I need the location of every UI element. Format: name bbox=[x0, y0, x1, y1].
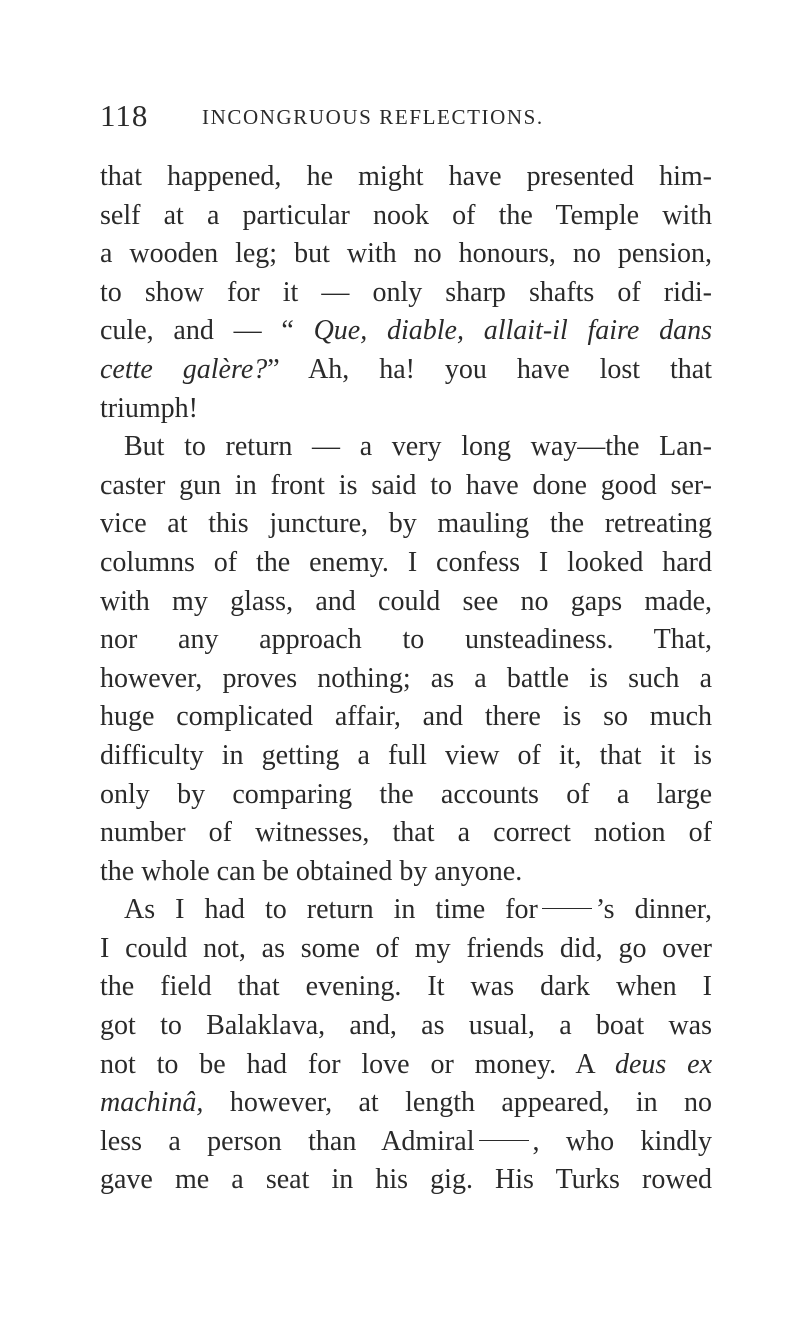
text-line bbox=[100, 621, 712, 660]
running-head bbox=[100, 98, 720, 138]
line-text: only by comparing the accounts of a large bbox=[100, 778, 712, 810]
omission-dash bbox=[542, 908, 592, 909]
text-line bbox=[100, 544, 712, 583]
text-line bbox=[100, 312, 712, 351]
text-line bbox=[100, 853, 712, 892]
omission-dash bbox=[479, 1140, 529, 1141]
text-line bbox=[100, 390, 712, 429]
text-line bbox=[100, 428, 712, 467]
line-text: the whole can be obtained by anyone. bbox=[100, 855, 523, 887]
line-text: , who kindly bbox=[532, 1125, 712, 1157]
page-number: 118 bbox=[100, 98, 149, 133]
text-line bbox=[100, 235, 712, 274]
text-line bbox=[100, 197, 712, 236]
line-text: I could not, as some of my friends did, go over bbox=[100, 932, 712, 964]
body-text bbox=[100, 158, 712, 1200]
text-line bbox=[100, 737, 712, 776]
line-text: triumph! bbox=[100, 392, 198, 424]
italic-phrase: Que, diable, allait-il faire dans bbox=[313, 315, 712, 347]
text-line bbox=[100, 274, 712, 313]
line-text: not to be had for love or money. A bbox=[100, 1048, 595, 1080]
line-text: difficulty in getting a full view of it, that it is bbox=[100, 739, 712, 771]
text-line bbox=[100, 814, 712, 853]
line-text: ” Ah, ha! you have lost that bbox=[267, 353, 712, 385]
text-line bbox=[100, 660, 712, 699]
line-text: the field that evening. It was dark when I bbox=[100, 971, 712, 1003]
line-text: nor any approach to unsteadiness. That, bbox=[100, 624, 712, 656]
text-line bbox=[100, 158, 712, 197]
line-text: that happened, he might have presented him- bbox=[100, 161, 712, 192]
line-text: But to return — a very long way—the Lan- bbox=[124, 431, 712, 463]
italic-phrase: cette galère? bbox=[100, 353, 268, 385]
line-text: vice at this juncture, by mauling the retreating bbox=[100, 508, 712, 540]
text-line bbox=[100, 776, 712, 815]
line-text: a wooden leg; but with no honours, no pension, bbox=[100, 238, 712, 270]
text-line bbox=[100, 1046, 712, 1085]
line-text: however, proves nothing; as a battle is such a bbox=[100, 662, 712, 694]
text-line bbox=[100, 968, 712, 1007]
italic-phrase: deus ex bbox=[614, 1048, 713, 1080]
line-text: less a person than Admiral bbox=[100, 1125, 475, 1157]
text-line bbox=[100, 930, 712, 969]
line-text: with my glass, and could see no gaps made, bbox=[100, 585, 712, 617]
line-text: to show for it — only sharp shafts of ridi- bbox=[100, 276, 712, 308]
text-line bbox=[100, 1084, 712, 1123]
text-line bbox=[100, 1161, 712, 1200]
line-text: gave me a seat in his gig. His Turks rowed bbox=[100, 1164, 712, 1196]
text-line bbox=[100, 1123, 712, 1162]
line-text: columns of the enemy. I confess I looked hard bbox=[100, 546, 712, 578]
running-title: INCONGRUOUS REFLECTIONS. bbox=[202, 105, 544, 129]
text-line bbox=[100, 351, 712, 390]
line-text: ’s dinner, bbox=[595, 894, 712, 926]
line-text: caster gun in front is said to have done good ser- bbox=[100, 469, 712, 501]
line-text: number of witnesses, that a correct notion of bbox=[100, 817, 712, 849]
text-line bbox=[100, 583, 712, 622]
italic-phrase: machinâ, bbox=[100, 1087, 204, 1119]
line-text: As I had to return in time for bbox=[124, 894, 538, 926]
line-text: self at a particular nook of the Temple with bbox=[100, 199, 712, 231]
text-line bbox=[100, 698, 712, 737]
text-line bbox=[100, 467, 712, 506]
line-text: got to Balaklava, and, as usual, a boat was bbox=[100, 1010, 712, 1042]
text-line bbox=[100, 891, 712, 930]
text-line bbox=[100, 505, 712, 544]
text-line bbox=[100, 1007, 712, 1046]
line-text: however, at length appeared, in no bbox=[229, 1087, 713, 1119]
line-text: cule, and — “ bbox=[100, 315, 294, 347]
line-text: huge complicated affair, and there is so much bbox=[100, 701, 712, 733]
